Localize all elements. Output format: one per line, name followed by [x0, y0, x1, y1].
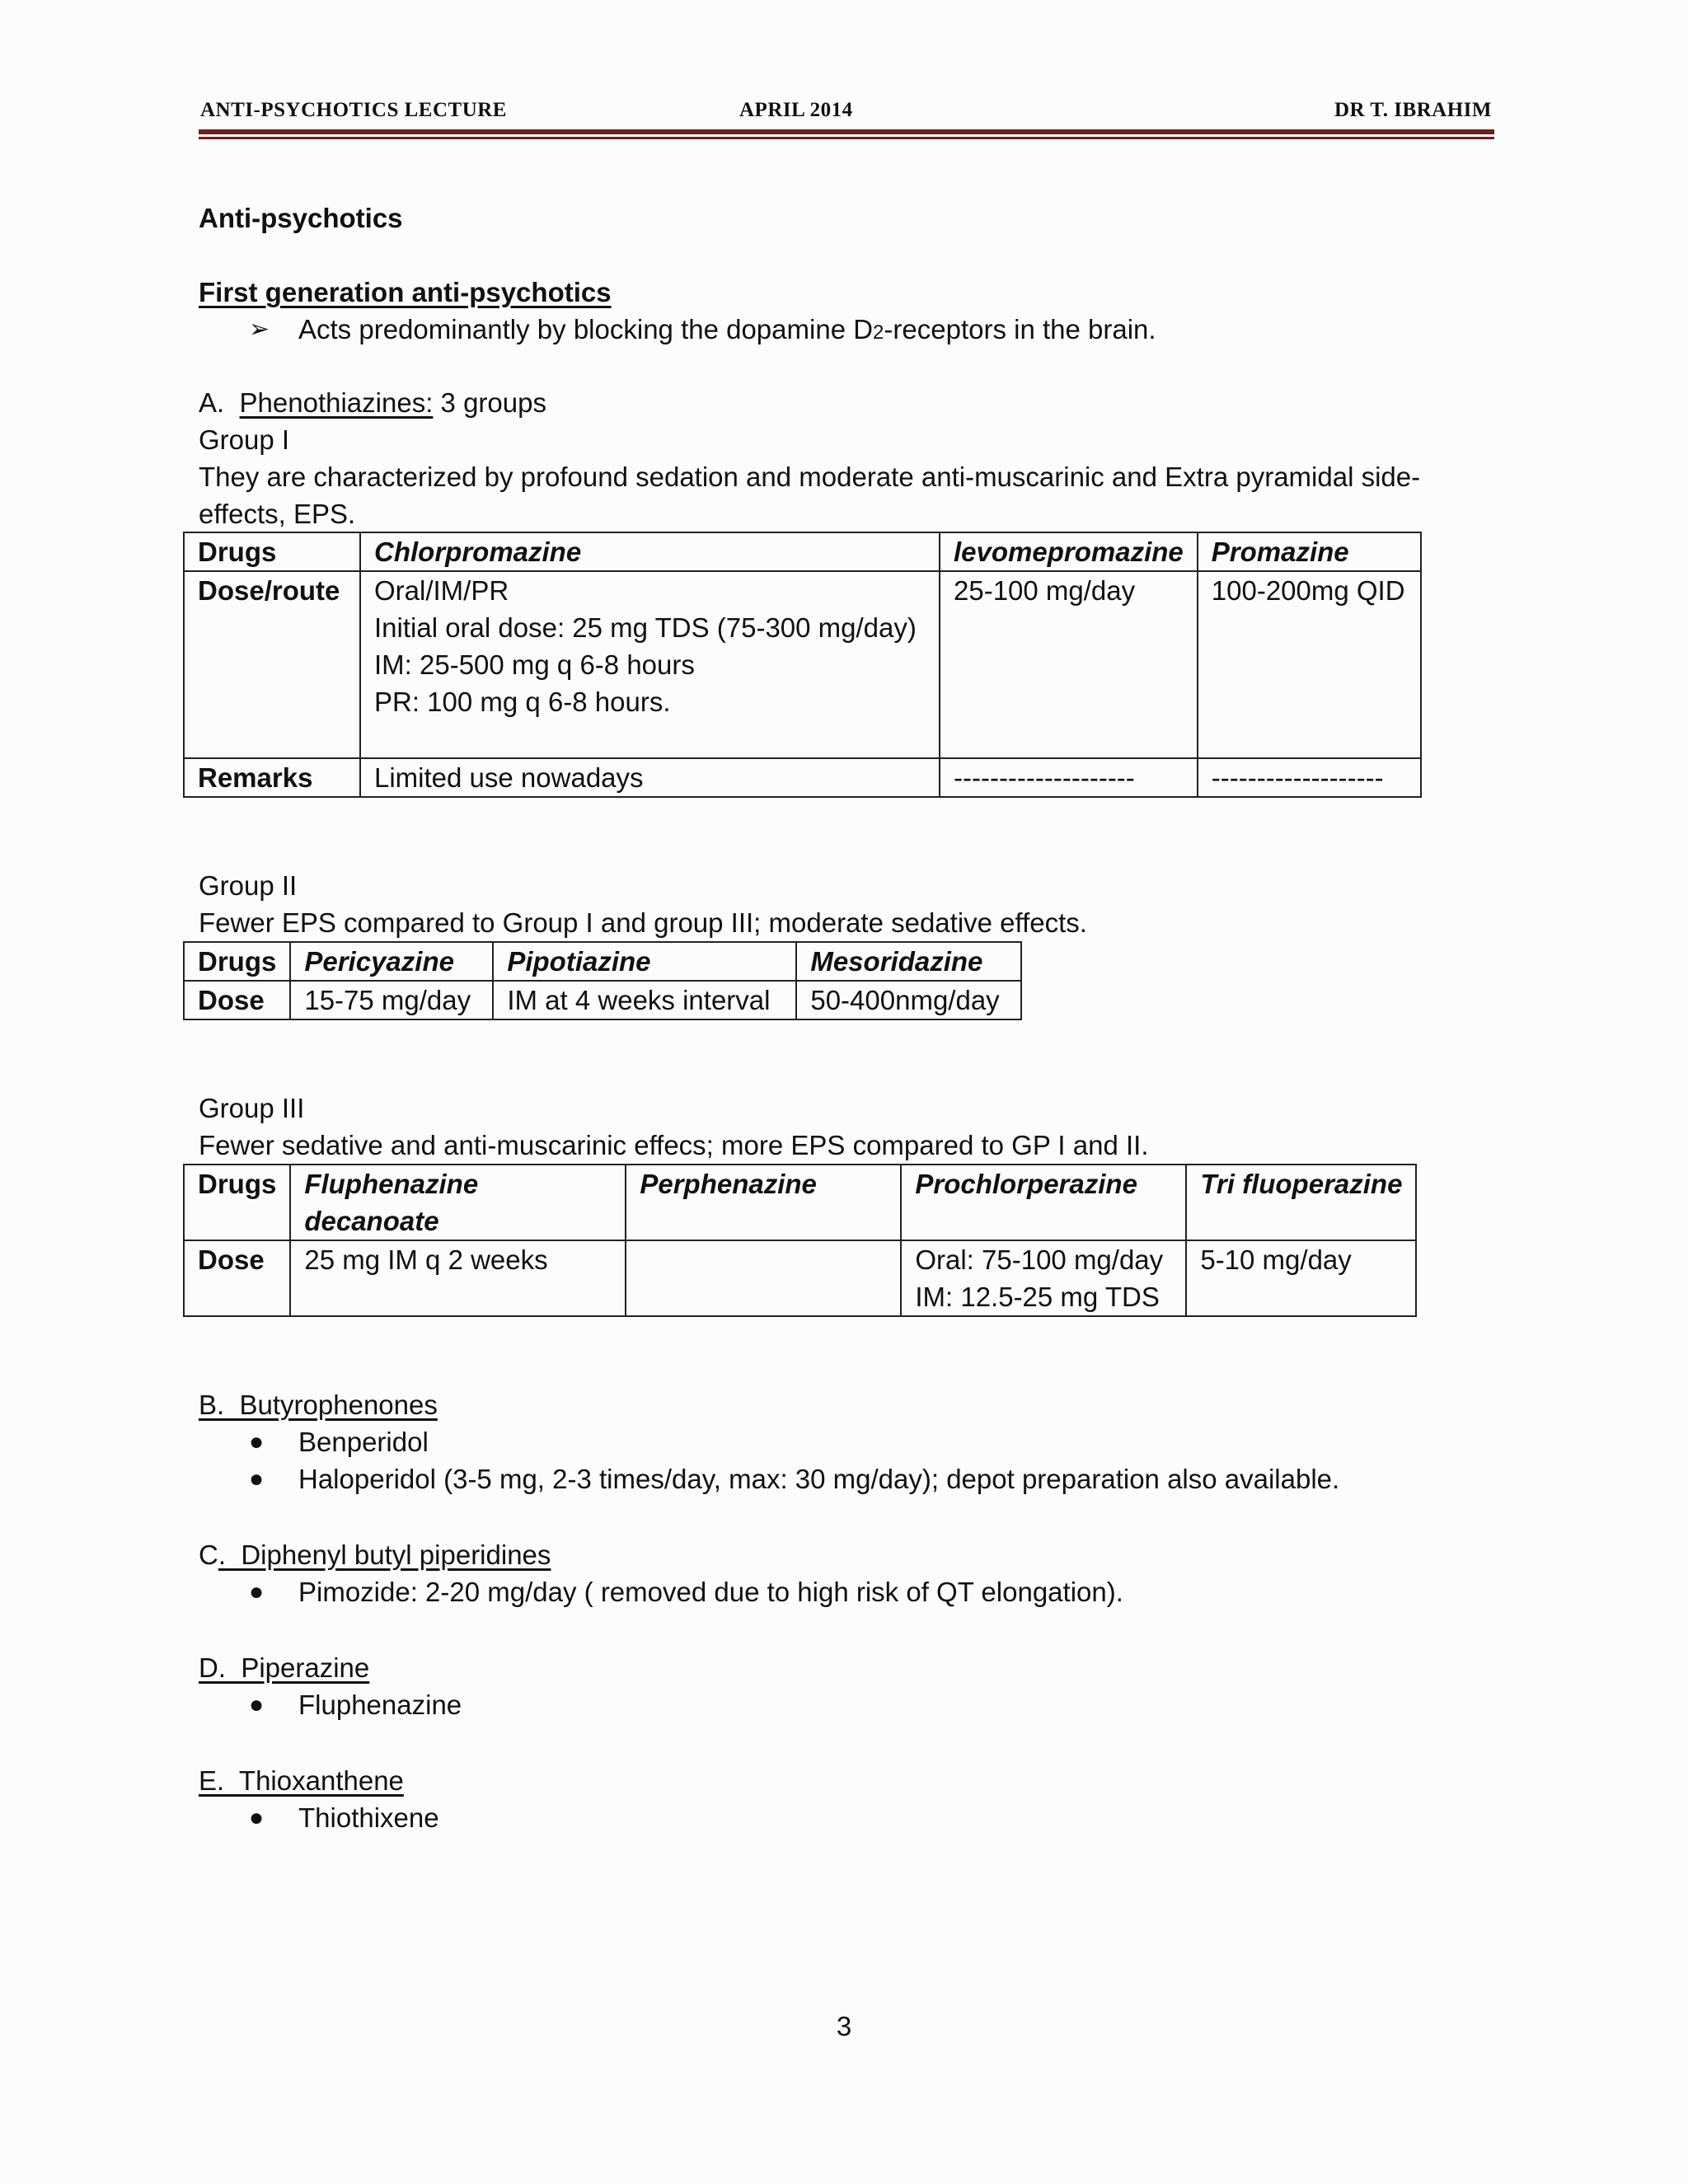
section-c-item: Pimozide: 2-20 mg/day ( removed due to high risk of QT elongation).: [298, 1577, 1123, 1607]
table-row: [184, 532, 1421, 571]
row-header-dose: Dose: [184, 1240, 290, 1316]
first-gen-heading: First generation anti-psychotics: [199, 277, 612, 307]
group1-desc-line1: They are characterized by profound sedation and moderate anti-muscarinic and Extra pyramidal side-: [199, 462, 1421, 492]
group1-title: Group I: [199, 424, 290, 455]
drug-prochlorperazine: Prochlorperazine: [901, 1165, 1186, 1240]
section-c-letter: C: [199, 1540, 218, 1570]
header-center: APRIL 2014: [739, 99, 853, 121]
section-e-item: Thiothixene: [298, 1802, 439, 1833]
section-a-prefix: A.: [199, 387, 225, 418]
section-d-heading: D. Piperazine: [199, 1652, 370, 1683]
fluphenazine-decanoate-dose: 25 mg IM q 2 weeks: [290, 1240, 626, 1316]
row-header-drugs: Drugs: [184, 942, 290, 981]
table-row: [184, 981, 1021, 1019]
trifluoperazine-dose: 5-10 mg/day: [1186, 1240, 1416, 1316]
prochlorperazine-dose: [901, 1240, 1186, 1316]
group3-table: [183, 1164, 1417, 1317]
chlorpromazine-remarks: Limited use nowadays: [360, 758, 940, 797]
drug-name-line: decanoate: [304, 1206, 439, 1236]
row-header-dose-route: Dose/route: [184, 571, 360, 758]
section-a-heading: [199, 384, 546, 421]
row-header-dose: Dose: [184, 981, 290, 1019]
drug-perphenazine: Perphenazine: [626, 1165, 901, 1240]
drug-pericyazine: Pericyazine: [290, 942, 493, 981]
first-gen-bullet: [298, 311, 1156, 351]
table-row: [184, 1165, 1416, 1240]
table-row: [184, 571, 1421, 758]
bullet-text-post: -receptors in the brain.: [884, 314, 1156, 344]
chlorpromazine-dose: [360, 571, 940, 758]
table-row: [184, 1240, 1416, 1316]
perphenazine-dose: [626, 1240, 901, 1316]
levomepromazine-remarks: --------------------: [940, 758, 1198, 797]
group2-title: Group II: [199, 870, 298, 901]
bullet-subscript: 2: [873, 321, 884, 344]
drug-name-line: Fluphenazine: [304, 1169, 479, 1199]
table-row: [184, 942, 1021, 981]
promazine-remarks: -------------------: [1198, 758, 1421, 797]
group3-desc: Fewer sedative and anti-muscarinic effecs; more EPS compared to GP I and II.: [199, 1130, 1149, 1160]
drug-trifluoperazine: Tri fluoperazine: [1186, 1165, 1416, 1240]
section-d-item: Fluphenazine: [298, 1690, 462, 1720]
dose-line: PR: 100 mg q 6-8 hours.: [374, 687, 671, 717]
dose-line: Oral/IM/PR: [374, 575, 509, 606]
bullet-dot-icon: ●: [249, 1804, 265, 1831]
section-b-item: Benperidol: [298, 1427, 429, 1457]
drug-fluphenazine-decanoate: [290, 1165, 626, 1240]
arrow-bullet-icon: ➢: [249, 316, 270, 343]
dose-line: Initial oral dose: 25 mg TDS (75-300 mg/day): [374, 612, 917, 643]
group2-table: [183, 941, 1022, 1020]
drug-promazine: Promazine: [1198, 532, 1421, 571]
section-a-suffix: 3 groups: [440, 387, 546, 418]
page-number: 3: [836, 2011, 852, 2041]
bullet-text-pre: Acts predominantly by blocking the dopamine D: [298, 314, 874, 344]
drug-pipotiazine: Pipotiazine: [493, 942, 796, 981]
section-c-heading: [199, 1536, 551, 1573]
group1-desc-line2: effects, EPS.: [199, 499, 356, 529]
drug-levomepromazine: levomepromazine: [940, 532, 1198, 571]
section-b-heading: B. Butyrophenones: [199, 1390, 438, 1420]
drug-chlorpromazine: Chlorpromazine: [360, 532, 940, 571]
promazine-dose: 100-200mg QID: [1198, 571, 1421, 758]
section-c-name: . Diphenyl butyl piperidines: [218, 1540, 551, 1570]
pipotiazine-dose: IM at 4 weeks interval: [493, 981, 796, 1019]
row-header-drugs: Drugs: [184, 532, 360, 571]
section-e-heading: E. Thioxanthene: [199, 1765, 404, 1796]
section-b-item: Haloperidol (3-5 mg, 2-3 times/day, max: 30 mg/day); depot preparation also available.: [298, 1464, 1340, 1494]
drug-mesoridazine: Mesoridazine: [796, 942, 1021, 981]
bullet-dot-icon: ●: [249, 1578, 265, 1605]
dose-line: IM: 12.5-25 mg TDS: [915, 1282, 1160, 1312]
dose-line: IM: 25-500 mg q 6-8 hours: [374, 649, 695, 680]
section-a-name: Phenothiazines:: [239, 387, 434, 418]
group1-table: [183, 532, 1422, 798]
group2-desc: Fewer EPS compared to Group I and group III; moderate sedative effects.: [199, 907, 1087, 938]
bullet-dot-icon: ●: [249, 1428, 265, 1455]
row-header-drugs: Drugs: [184, 1165, 290, 1240]
page-title: Anti-psychotics: [199, 203, 403, 233]
header-rule-thin: [199, 137, 1494, 139]
bullet-dot-icon: ●: [249, 1691, 265, 1718]
header-left: ANTI-PSYCHOTICS LECTURE: [200, 99, 507, 121]
pericyazine-dose: 15-75 mg/day: [290, 981, 493, 1019]
bullet-dot-icon: ●: [249, 1465, 265, 1493]
mesoridazine-dose: 50-400nmg/day: [796, 981, 1021, 1019]
levomepromazine-dose: 25-100 mg/day: [940, 571, 1198, 758]
row-header-remarks: Remarks: [184, 758, 360, 797]
table-row: [184, 758, 1421, 797]
group3-title: Group III: [199, 1093, 305, 1123]
header-rule-thick: [199, 129, 1494, 134]
header-right: DR T. IBRAHIM: [1334, 99, 1492, 121]
dose-line: Oral: 75-100 mg/day: [915, 1244, 1164, 1275]
